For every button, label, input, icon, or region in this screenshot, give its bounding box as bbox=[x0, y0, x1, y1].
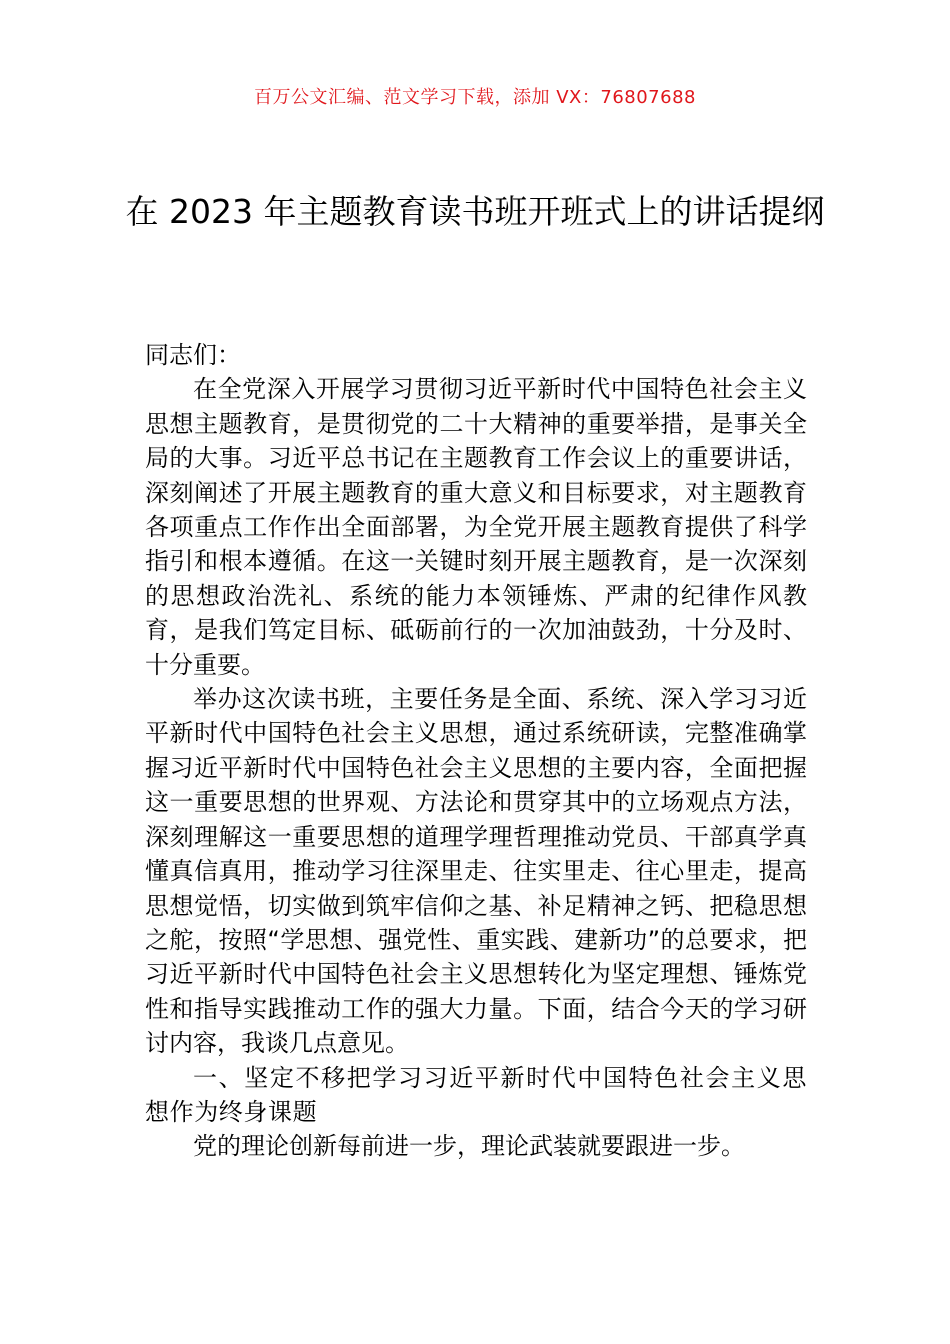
body-paragraph: 举办这次读书班，主要任务是全面、系统、深入学习习近平新时代中国特色社会主义思想，通过系统研读，完整准确掌握习近平新时代中国特色社会主义思想的主要内容，全面把握这一重要思想的世界观、方法论和贯穿其中的立场观点方法，深刻理解这一重要思想的道理学理哲理推动党员、干部真学真懂真信真用，推动学习往深里走、往实里走、往心里走，提高思想觉悟，切实做到筑牢信仰之基、补足精神之钙、把稳思想之舵，按照“学思想、强党性、重实践、建新功”的总要求，把习近平新时代中国特色社会主义思想转化为坚定理想、锤炼党性和指导实践推动工作的强大力量。下面，结合今天的学习研讨内容，我谈几点意见。 bbox=[145, 685, 807, 1058]
body-paragraph: 在全党深入开展学习贯彻习近平新时代中国特色社会主义思想主题教育，是贯彻党的二十大精神的重要举措，是事关全局的大事。习近平总书记在主题教育工作会议上的重要讲话，深刻阐述了开展主题教育的重大意义和目标要求，对主题教育各项重点工作作出全面部署，为全党开展主题教育提供了科学指引和根本遵循。在这一关键时刻开展主题教育，是一次深刻的思想政治洗礼、系统的能力本领锤炼、严肃的纪律作风教育，是我们笃定目标、砥砺前行的一次加油鼓劲，十分及时、十分重要。 bbox=[145, 375, 807, 679]
salutation: 同志们： bbox=[145, 341, 241, 369]
section-heading: 一、坚定不移把学习习近平新时代中国特色社会主义思想作为终身课题 bbox=[145, 1063, 807, 1126]
document-title: 在 2023 年主题教育读书班开班式上的讲话提纲 bbox=[125, 192, 825, 231]
body-paragraph: 党的理论创新每前进一步，理论武装就要跟进一步。 bbox=[193, 1132, 745, 1161]
header-promo-note: 百万公文汇编、范文学习下载，添加 VX：76807688 bbox=[254, 87, 696, 108]
document-body bbox=[145, 338, 807, 1164]
